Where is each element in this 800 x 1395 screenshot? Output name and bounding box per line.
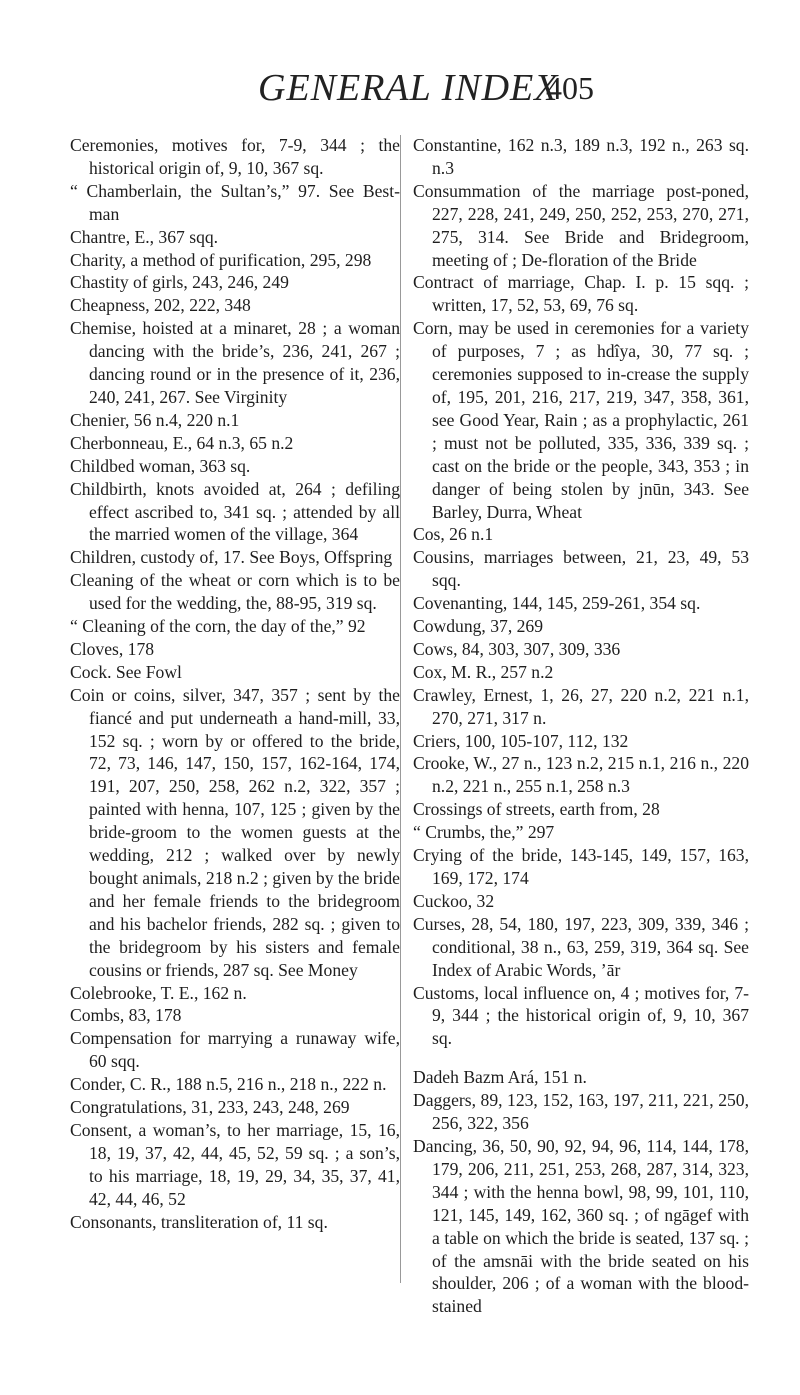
- index-column-left: [70, 134, 400, 1234]
- index-entry: Dancing, 36, 50, 90, 92, 94, 96, 114, 144, 178, 179, 206, 211, 251, 253, 268, 287, 314, 323, 344 ; with the henna bowl, 98, 99, 101, 110, 121, 145, 149, 162, 360 sq. ; of ngāgef with a table on which the bride is seated, 137 sq. ; of the amsnāi with the bride seated on his shoulder, 206 ; of a woman with the blood-stained: [413, 1135, 749, 1317]
- index-entry: Ceremonies, motives for, 7-9, 344 ; the historical origin of, 9, 10, 367 sq.: [70, 135, 400, 178]
- index-entry: Chenier, 56 n.4, 220 n.1: [70, 409, 240, 430]
- index-entry: Curses, 28, 54, 180, 197, 223, 309, 339, 346 ; conditional, 38 n., 63, 259, 319, 364 sq. See Index of Arabic Words, ’ār: [413, 913, 749, 980]
- index-entry: Crossings of streets, earth from, 28: [413, 799, 660, 820]
- index-entry: “ Cleaning of the corn, the day of the,” 92: [70, 616, 366, 637]
- index-entry: Crooke, W., 27 n., 123 n.2, 215 n.1, 216 n., 220 n.2, 221 n., 255 n.1, 258 n.3: [413, 753, 749, 797]
- index-entry: Consonants, transliteration of, 11 sq.: [70, 1211, 328, 1232]
- index-entry: Coin or coins, silver, 347, 357 ; sent by the fiancé and put underneath a hand-mill, 33, 152 sq. ; worn by or offered to the bride, 72, 73, 146, 147, 150, 157, 162-164, 174, 191, 207, 250, 258, 262 n.2, 322, 357 ; painted with henna, 107, 125 ; given by the bride-groom to the women guests at the wedding, 212 ; walked over by newly bought animals, 218 n.2 ; given by the bride and her female friends to the bridegroom and his bachelor friends, 282 sq. ; given to the bridegroom by his sisters and female cousins or friends, 287 sq. See Money: [70, 684, 400, 980]
- index-entry: Cock. See Fowl: [70, 661, 182, 682]
- index-entry: Charity, a method of purification, 295, 298: [70, 249, 372, 270]
- index-entry: Daggers, 89, 123, 152, 163, 197, 211, 221, 250, 256, 322, 356: [413, 1090, 749, 1134]
- page-header: [0, 66, 800, 116]
- page-number: 405: [546, 70, 594, 106]
- index-entry: Chastity of girls, 243, 246, 249: [70, 272, 289, 293]
- index-entry: Congratulations, 31, 233, 243, 248, 269: [70, 1097, 350, 1118]
- index-entry: Combs, 83, 178: [70, 1005, 182, 1026]
- index-entry: Criers, 100, 105-107, 112, 132: [413, 730, 629, 751]
- index-entry: Contract of marriage, Chap. I. p. 15 sqq. ; written, 17, 52, 53, 69, 76 sq.: [413, 272, 749, 316]
- index-entry: Constantine, 162 n.3, 189 n.3, 192 n., 263 sq. n.3: [413, 135, 749, 178]
- index-entry: Cos, 26 n.1: [413, 524, 494, 545]
- index-entry: Childbed woman, 363 sq.: [70, 455, 251, 476]
- index-entry: Consummation of the marriage post-poned, 227, 228, 241, 249, 250, 252, 253, 270, 271, 275, 314. See Bride and Bridegroom, meeting of ; De-floration of the Bride: [413, 180, 749, 270]
- index-entry: Chemise, hoisted at a minaret, 28 ; a woman dancing with the bride’s, 236, 241, 267 ; dancing round or in the presence of it, 236, 240, 241, 267. See Virginity: [70, 318, 400, 407]
- index-entry: Cleaning of the wheat or corn which is to be used for the wedding, the, 88-95, 319 sq.: [70, 570, 400, 614]
- index-entry: Cuckoo, 32: [413, 890, 495, 911]
- index-entry: Crawley, Ernest, 1, 26, 27, 220 n.2, 221 n.1, 270, 271, 317 n.: [413, 684, 749, 728]
- index-entry: Cloves, 178: [70, 638, 155, 659]
- index-entry: Consent, a woman’s, to her marriage, 15, 16, 18, 19, 37, 42, 44, 45, 52, 59 sq. ; a son’s, to his marriage, 18, 19, 29, 34, 35, 37, 41, 42, 44, 46, 52: [70, 1119, 400, 1209]
- index-entry: Cows, 84, 303, 307, 309, 336: [413, 638, 621, 659]
- index-entry: Corn, may be used in ceremonies for a variety of purposes, 7 ; as hdîya, 30, 77 sq. ; ceremonies supposed to in-crease the supply of, 195, 201, 216, 217, 219, 347, 358, 361, see Good Year, Rain ; as a prophylactic, 261 ; must not be polluted, 335, 336, 339 sq. ; cast on the bride or the people, 343, 353 ; in danger of being stolen by jnūn, 343. See Barley, Durra, Wheat: [413, 318, 749, 522]
- index-entry: Childbirth, knots avoided at, 264 ; defiling effect ascribed to, 341 sq. ; attended by all the married women of the village, 364: [70, 478, 400, 545]
- column-divider: [400, 135, 401, 1283]
- index-entry: Chantre, E., 367 sqq.: [70, 226, 219, 247]
- index-entry: Cowdung, 37, 269: [413, 616, 544, 637]
- index-entry: Covenanting, 144, 145, 259-261, 354 sq.: [413, 593, 701, 614]
- index-entry: “ Crumbs, the,” 297: [413, 822, 555, 843]
- index-entry: Cox, M. R., 257 n.2: [413, 661, 554, 682]
- running-title: GENERAL INDEX: [258, 67, 559, 109]
- index-entry: Cherbonneau, E., 64 n.3, 65 n.2: [70, 432, 294, 453]
- index-entry: Conder, C. R., 188 n.5, 216 n., 218 n., 222 n.: [70, 1074, 387, 1095]
- index-entry: Children, custody of, 17. See Boys, Offspring: [70, 547, 393, 568]
- index-entry: Cheapness, 202, 222, 348: [70, 295, 251, 316]
- index-entry: Customs, local influence on, 4 ; motives for, 7-9, 344 ; the historical origin of, 9, 10, 367 sq.: [413, 982, 749, 1049]
- index-entry: Crying of the bride, 143-145, 149, 157, 163, 169, 172, 174: [413, 845, 749, 888]
- index-entry: Compensation for marrying a runaway wife, 60 sqq.: [70, 1028, 400, 1072]
- index-entry: Colebrooke, T. E., 162 n.: [70, 982, 247, 1003]
- index-column-right: [413, 134, 749, 1318]
- index-entry: Dadeh Bazm Ará, 151 n.: [413, 1067, 587, 1088]
- index-entry: “ Chamberlain, the Sultan’s,” 97. See Best-man: [70, 180, 400, 224]
- index-entry: Cousins, marriages between, 21, 23, 49, 53 sqq.: [413, 547, 749, 591]
